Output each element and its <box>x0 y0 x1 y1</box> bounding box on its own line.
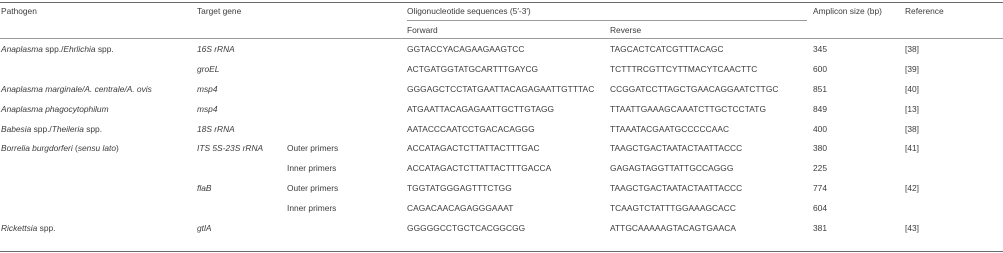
amplicon-size-cell: 604 <box>813 203 827 213</box>
forward-sequence-cell: GGGGGCCTGCTCACGGCGG <box>407 223 526 233</box>
pathogen-name-segment: Borrelia burgdorferi <box>1 143 73 153</box>
header-reference: Reference <box>905 6 944 16</box>
primer-set-cell: Inner primers <box>287 203 337 213</box>
pathogen-name-segment: spp. <box>37 223 56 233</box>
header-amplicon-size: Amplicon size (bp) <box>813 6 882 16</box>
top-rule <box>0 2 1003 3</box>
amplicon-size-cell: 851 <box>813 84 827 94</box>
pathogen-cell <box>1 223 55 234</box>
reverse-sequence-cell: CCGGATCCTTAGCTGAACAGGAATCTTGC <box>610 84 779 94</box>
pathogen-name-segment: sensu lato <box>77 143 116 153</box>
pathogen-name-segment: Rickettsia <box>1 223 38 233</box>
reference-cell: [40] <box>905 84 919 94</box>
target-gene-cell: 18S rRNA <box>197 124 235 134</box>
header-pathogen: Pathogen <box>1 6 37 16</box>
header-target-gene: Target gene <box>197 6 242 16</box>
forward-sequence-cell: ACTGATGGTATGCARTTTGAYCG <box>407 64 539 74</box>
forward-sequence-cell: ATGAATTACAGAGAATTGCTTGTAGG <box>407 104 555 114</box>
forward-sequence-cell: GGTACCYACAGAAGAAGTCC <box>407 44 525 54</box>
amplicon-size-cell: 400 <box>813 124 827 134</box>
pathogen-name-segment: spp./ <box>42 44 64 54</box>
pathogen-name-segment: ( <box>72 143 78 153</box>
pathogen-name-segment: Theileria <box>51 124 84 134</box>
reverse-sequence-cell: TAAGCTGACTAATACTAATTACCC <box>610 143 743 153</box>
header-bottom-rule <box>0 38 1003 39</box>
pathogen-cell <box>1 124 102 135</box>
primer-set-cell: Outer primers <box>287 183 339 193</box>
pathogen-cell <box>1 44 114 55</box>
amplicon-size-cell: 380 <box>813 143 827 153</box>
amplicon-size-cell: 600 <box>813 64 827 74</box>
header-reverse: Reverse <box>610 25 642 35</box>
target-gene-cell: msp4 <box>197 104 218 114</box>
target-gene-cell: msp4 <box>197 84 218 94</box>
reference-cell: [13] <box>905 104 919 114</box>
reverse-sequence-cell: TAAGCTGACTAATACTAATTACCC <box>610 183 743 193</box>
pathogen-name-segment: Babesia <box>1 124 32 134</box>
reference-cell: [43] <box>905 223 919 233</box>
reference-cell: [38] <box>905 124 919 134</box>
reference-cell: [41] <box>905 143 919 153</box>
amplicon-size-cell: 345 <box>813 44 827 54</box>
pathogen-name-segment: Anaplasma <box>1 44 43 54</box>
target-gene-cell: groEL <box>197 64 220 74</box>
reverse-sequence-cell: TTAAATACGAATGCCCCCAAC <box>610 124 730 134</box>
sub-header-rule <box>407 20 807 21</box>
header-forward: Forward <box>407 25 438 35</box>
header-oligonucleotide: Oligonucleotide sequences (5′-3′) <box>407 6 531 16</box>
reference-cell: [39] <box>905 64 919 74</box>
target-gene-cell: gtlA <box>197 223 212 233</box>
amplicon-size-cell: 381 <box>813 223 827 233</box>
pathogen-name-segment: spp. <box>83 124 103 134</box>
reference-cell: [42] <box>905 183 919 193</box>
reverse-sequence-cell: ATTGCAAAAAGTACAGTGAACA <box>610 223 736 233</box>
forward-sequence-cell: ACCATAGACTCTTATTACTTTGAC <box>407 143 540 153</box>
pathogen-name-segment: spp./ <box>31 124 52 134</box>
reverse-sequence-cell: TTAATTGAAAGCAAATCTTGCTCCTATG <box>610 104 767 114</box>
pathogen-name-segment: spp. <box>95 44 114 54</box>
pathogen-name-segment: Anaplasma marginale/A. centrale/A. ovis <box>1 84 152 94</box>
target-gene-cell: ITS 5S-23S rRNA <box>197 143 264 153</box>
target-gene-cell: flaB <box>197 183 212 193</box>
primer-set-cell: Outer primers <box>287 143 339 153</box>
reverse-sequence-cell: TCAAGTCTATTTGGAAAGCACC <box>610 203 736 213</box>
amplicon-size-cell: 849 <box>813 104 827 114</box>
forward-sequence-cell: TGGTATGGGAGTTTCTGG <box>407 183 512 193</box>
pathogen-name-segment: Ehrlichia <box>63 44 96 54</box>
pathogen-name-segment: ) <box>116 143 119 153</box>
forward-sequence-cell: ACCATAGACTCTTATTACTTTGACCA <box>407 163 552 173</box>
forward-sequence-cell: AATACCCAATCCTGACACAGGG <box>407 124 535 134</box>
forward-sequence-cell: CAGACAACAGAGGGAAAT <box>407 203 514 213</box>
amplicon-size-cell: 225 <box>813 163 827 173</box>
bottom-rule <box>0 251 1003 252</box>
pathogen-cell <box>1 84 152 95</box>
reference-cell: [38] <box>905 44 919 54</box>
pathogen-name-segment: Anaplasma phagocytophilum <box>1 104 109 114</box>
pathogen-cell <box>1 143 119 154</box>
amplicon-size-cell: 774 <box>813 183 827 193</box>
pathogen-cell <box>1 104 109 115</box>
reverse-sequence-cell: TCTTTRCGTTCYTTMACYTCAACTTC <box>610 64 758 74</box>
target-gene-cell: 16S rRNA <box>197 44 235 54</box>
reverse-sequence-cell: GAGAGTAGGTTATTGCCAGGG <box>610 163 734 173</box>
forward-sequence-cell: GGGAGCTCCTATGAATTACAGAGAATTGTTTAC <box>407 84 595 94</box>
reverse-sequence-cell: TAGCACTCATCGTTTACAGC <box>610 44 724 54</box>
primer-set-cell: Inner primers <box>287 163 337 173</box>
